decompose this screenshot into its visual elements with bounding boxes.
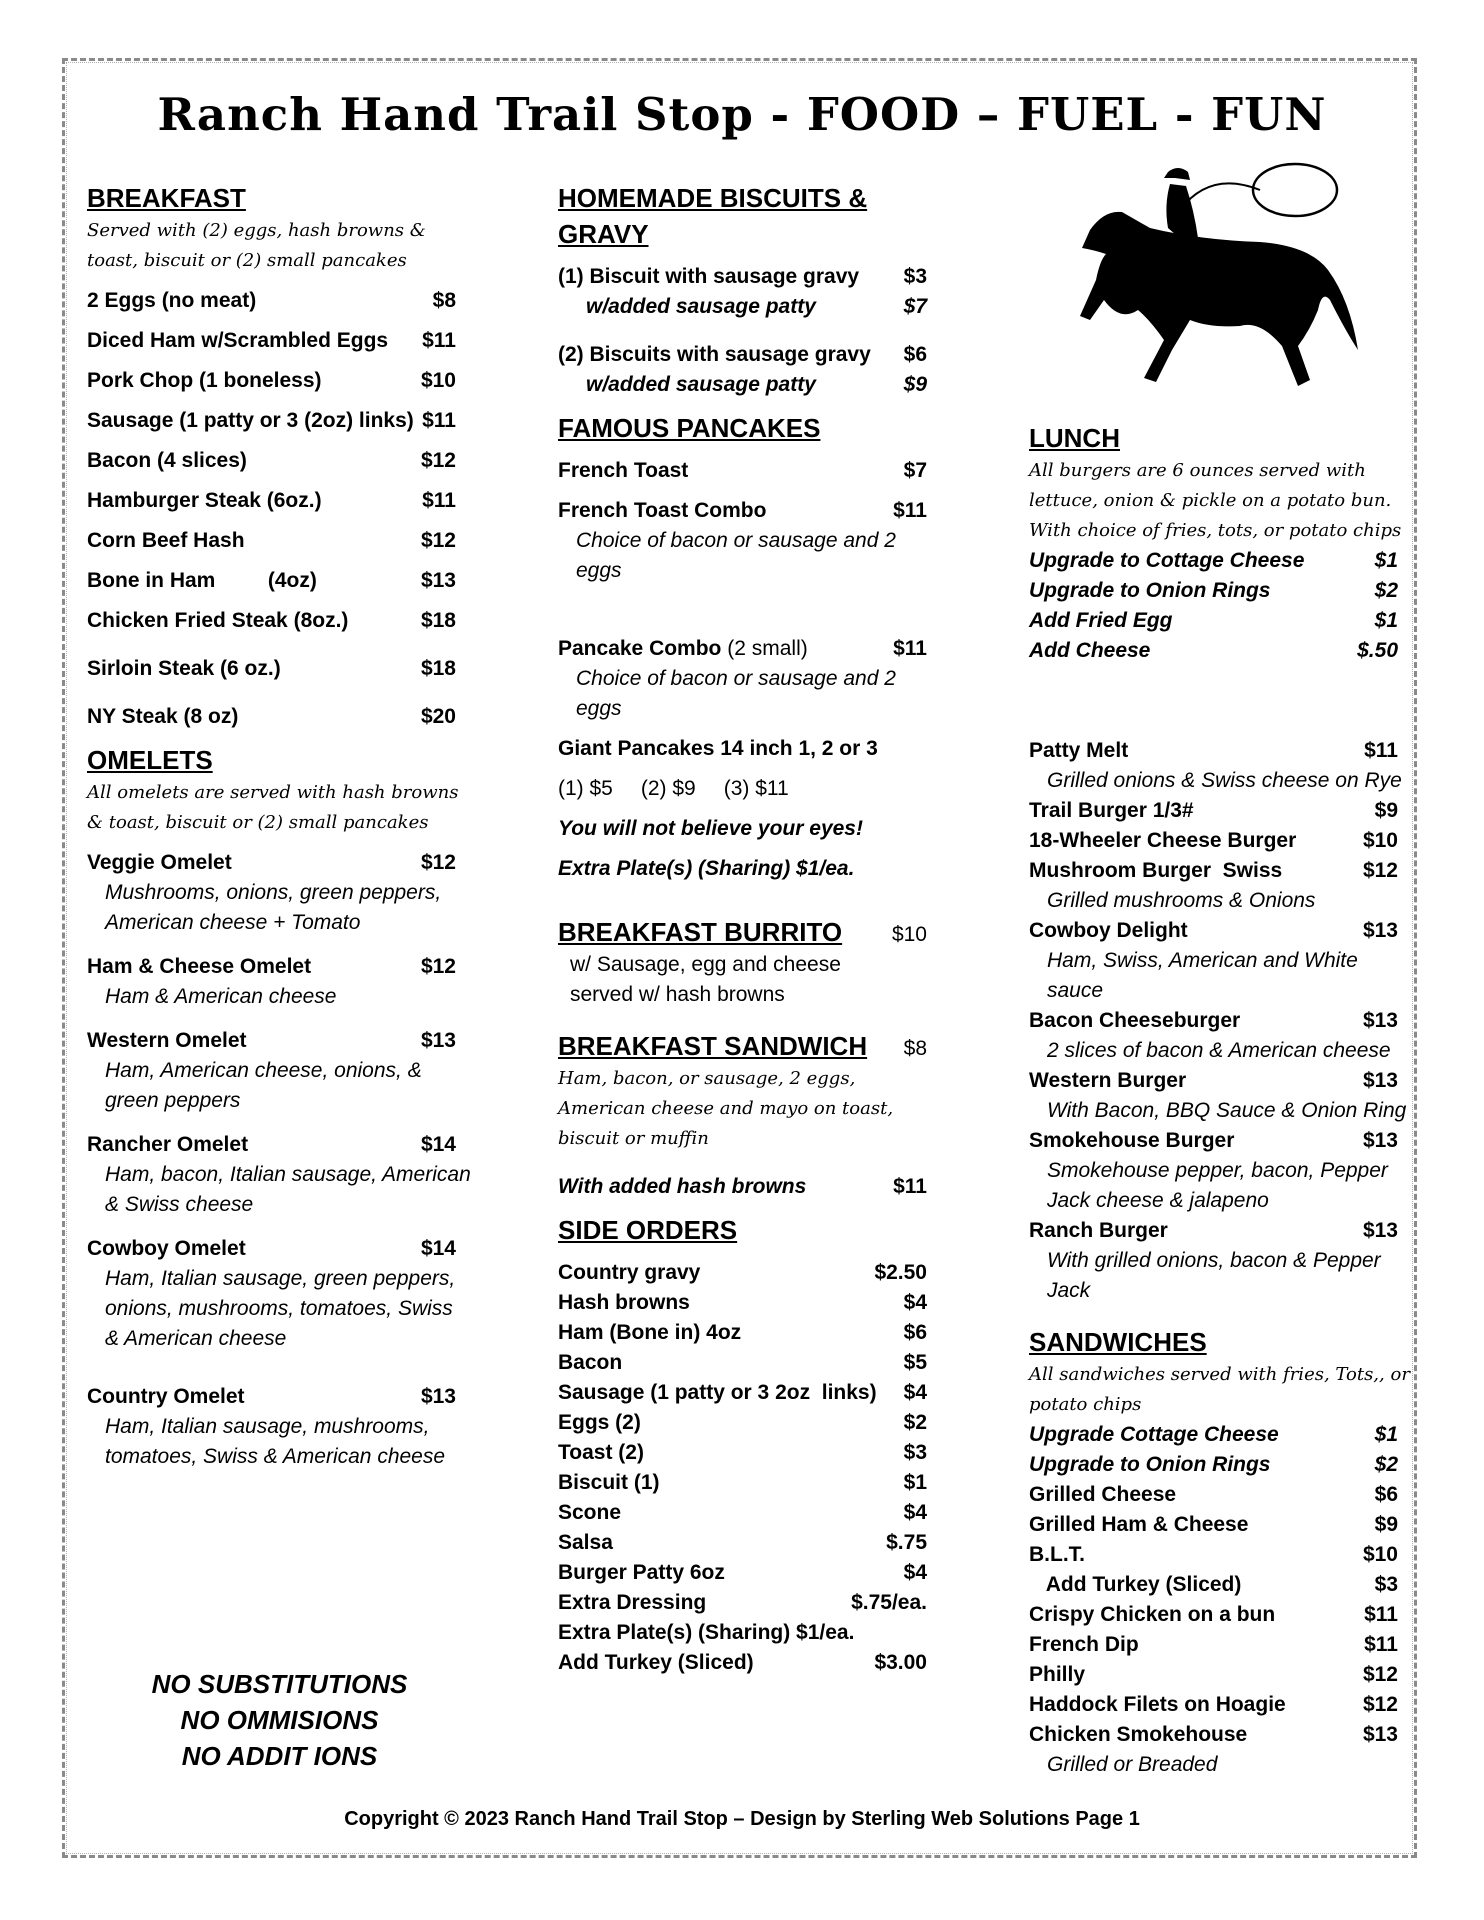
item-name: Diced Ham w/Scrambled Eggs [87, 329, 389, 352]
menu-item [87, 366, 472, 396]
item-name: Rancher Omelet [87, 1133, 249, 1156]
menu-item [558, 1318, 943, 1348]
item-price: $14 [420, 1237, 456, 1260]
item-price: $7 [903, 459, 927, 482]
menu-item [87, 1026, 472, 1056]
item-price: $3 [1374, 1573, 1398, 1596]
item-name: Bone in Ham (4oz) [87, 569, 317, 592]
item-name: With added hash browns [558, 1175, 807, 1198]
item-description: With grilled onions, bacon & Pepper Jack [1047, 1249, 1381, 1302]
item-description: Choice of bacon or sausage and 2 eggs [576, 667, 896, 720]
item-name: (2) Biscuits with sausage gravy [558, 343, 871, 366]
column-right [1029, 420, 1414, 1780]
section-heading-bf-sandwich: BREAKFAST SANDWICH [558, 1031, 868, 1061]
item-price: $11 [422, 489, 456, 512]
item-name: Bacon [558, 1351, 623, 1374]
price-option: (1) $5 [558, 777, 613, 800]
item-price: $6 [903, 343, 927, 366]
item-name: Chicken Fried Steak (8oz.) [87, 609, 349, 632]
item-name: Upgrade to Onion Rings [1029, 1453, 1271, 1476]
item-name: (1) Biscuit with sausage gravy [558, 265, 860, 288]
item-description: Ham, Italian sausage, mushrooms, tomatoes, Swiss & American cheese [105, 1415, 446, 1468]
menu-item [1029, 1006, 1414, 1036]
item-price: $11 [1364, 1603, 1398, 1626]
item-description: Choice of bacon or sausage and 2 eggs [576, 529, 896, 582]
item-price: $9 [903, 373, 927, 396]
item-price: $1 [1374, 609, 1398, 632]
item-price: $11 [893, 637, 927, 660]
item-name: Ranch Burger [1029, 1219, 1168, 1242]
item-price: $13 [1362, 1129, 1398, 1152]
no-substitutions-notice [87, 1666, 472, 1774]
item-name: Sausage (1 patty or 3 (2oz) links) [87, 409, 414, 432]
sandwich-upgrades [1029, 1420, 1414, 1480]
menu-item [87, 606, 472, 636]
menu-item [87, 702, 472, 732]
menu-item [558, 1528, 943, 1558]
menu-item [558, 1438, 943, 1468]
item-description: Ham, Swiss, American and White sauce [1047, 949, 1358, 1002]
item-description: Grilled or Breaded [1047, 1753, 1218, 1776]
item-name: Country gravy [558, 1261, 701, 1284]
menu-item [1029, 1480, 1414, 1510]
item-price: $11 [1364, 739, 1398, 762]
menu-item [87, 326, 472, 356]
menu-item [558, 262, 943, 292]
menu-item [87, 526, 472, 556]
item-name: Western Burger [1029, 1069, 1187, 1092]
item-price: $13 [1362, 1009, 1398, 1032]
item-price: $5 [903, 1351, 927, 1374]
menu-item [1029, 1420, 1414, 1450]
section-heading-burrito: BREAKFAST BURRITO [558, 917, 843, 947]
menu-item [1029, 1540, 1414, 1570]
item-name: Western Omelet [87, 1029, 247, 1052]
item-price: $11 [893, 1175, 927, 1198]
menu-item [558, 340, 943, 370]
menu-item [558, 1172, 943, 1202]
item-price: $1 [1374, 1423, 1398, 1446]
menu-item [558, 1588, 943, 1618]
menu-item [558, 1348, 943, 1378]
item-name: Haddock Filets on Hoagie [1029, 1693, 1286, 1716]
item-name: Upgrade Cottage Cheese [1029, 1423, 1279, 1446]
item-price: $4 [903, 1561, 927, 1584]
copyright-footer: Copyright © 2023 Ranch Hand Trail Stop – Design by Sterling Web Solutions Page 1 [344, 1808, 1140, 1830]
menu-item [87, 1382, 472, 1412]
menu-item [558, 1288, 943, 1318]
item-name: 2 Eggs (no meat) [87, 289, 257, 312]
item-qualifier: (2 small) [721, 637, 808, 660]
menu-item [87, 1234, 472, 1264]
item-name: French Dip [1029, 1633, 1139, 1656]
item-price: $12 [420, 851, 456, 874]
item-name: French Toast [558, 459, 689, 482]
menu-item [87, 848, 472, 878]
breakfast-note: Served with (2) eggs, hash browns & toast, biscuit or (2) small pancakes [87, 220, 426, 271]
section-heading-lunch: LUNCH [1029, 423, 1120, 453]
item-price: $11 [422, 409, 456, 432]
item-name: Country Omelet [87, 1385, 245, 1408]
item-description: Smokehouse pepper, bacon, Pepper Jack cheese & jalapeno [1047, 1159, 1388, 1212]
item-name: B.L.T. [1029, 1543, 1085, 1566]
menu-item [87, 654, 472, 684]
menu-item [1029, 1510, 1414, 1540]
item-name: Veggie Omelet [87, 851, 232, 874]
menu-item [1029, 856, 1414, 886]
menu-item [1029, 796, 1414, 826]
item-price: $2 [1374, 1453, 1398, 1476]
item-name: Smokehouse Burger [1029, 1129, 1235, 1152]
menu-item [558, 1558, 943, 1588]
item-price: $14 [420, 1133, 456, 1156]
item-price: $2 [903, 1411, 927, 1434]
bf-sandwich-heading-row [558, 1028, 943, 1064]
item-price: $10 [1362, 1543, 1398, 1566]
menu-title: Ranch Hand Trail Stop - FOOD – FUEL - FUN [157, 88, 1327, 141]
item-price: $11 [893, 499, 927, 522]
section-heading-pancakes: FAMOUS PANCAKES [558, 413, 821, 443]
sandwiches-note: All sandwiches served with fries, Tots,, or potato chips [1029, 1364, 1410, 1415]
item-name: Sausage (1 patty or 3 2oz links) [558, 1381, 877, 1404]
menu-item [1029, 916, 1414, 946]
sides-list [558, 1258, 943, 1678]
item-price: $1 [903, 1471, 927, 1494]
menu-item [1029, 1066, 1414, 1096]
item-name: Extra Dressing [558, 1591, 707, 1614]
item-name: Eggs (2) [558, 1411, 641, 1434]
menu-item [558, 1378, 943, 1408]
item-description: Ham & American cheese [105, 985, 337, 1008]
breakfast-list [87, 286, 472, 732]
section-heading-sides: SIDE ORDERS [558, 1215, 738, 1245]
item-price: $6 [903, 1321, 927, 1344]
item-name: Hash browns [558, 1291, 690, 1314]
item-description: Ham, Italian sausage, green peppers, onions, mushrooms, tomatoes, Swiss & American cheese [105, 1267, 456, 1350]
item-name: Crispy Chicken on a bun [1029, 1603, 1276, 1626]
item-price: $4 [903, 1291, 927, 1314]
item-name: Pork Chop (1 boneless) [87, 369, 322, 392]
item-price: $20 [420, 705, 456, 728]
item-price: $12 [420, 955, 456, 978]
menu-item [1029, 1570, 1414, 1600]
item-price: $10 [1362, 829, 1398, 852]
omelets-list [87, 848, 472, 1486]
menu-item [1029, 1600, 1414, 1630]
item-name: Hamburger Steak (6oz.) [87, 489, 322, 512]
menu-item [1029, 576, 1414, 606]
item-name: Grilled Ham & Cheese [1029, 1513, 1249, 1536]
item-name: Cowboy Delight [1029, 919, 1188, 942]
menu-item [558, 496, 943, 526]
lunch-list [1029, 736, 1414, 1306]
item-name: Add Turkey (Sliced) [1029, 1573, 1242, 1596]
item-price: $8 [432, 289, 456, 312]
notice-line: NO SUBSTITUTIONS [151, 1669, 408, 1699]
menu-item [1029, 1216, 1414, 1246]
item-price: $11 [1364, 1633, 1398, 1656]
menu-item [558, 292, 943, 322]
item-price: $13 [420, 569, 456, 592]
item-name: Chicken Smokehouse [1029, 1723, 1248, 1746]
item-price: $18 [420, 657, 456, 680]
menu-item [87, 566, 472, 596]
menu-item [1029, 736, 1414, 766]
item-price: $10 [420, 369, 456, 392]
menu-item [1029, 1720, 1414, 1750]
item-name: Mushroom Burger Swiss [1029, 859, 1283, 882]
item-description: Mushrooms, onions, green peppers, American cheese + Tomato [105, 881, 442, 934]
item-name: Corn Beef Hash [87, 529, 245, 552]
item-name: Add Fried Egg [1029, 609, 1173, 632]
item-price [927, 1618, 943, 1648]
item-price: $6 [1374, 1483, 1398, 1506]
item-price: $7 [903, 295, 927, 318]
item-name: Bacon (4 slices) [87, 449, 247, 472]
item-name: Extra Plate(s) (Sharing) $1/ea. [558, 1621, 855, 1644]
item-name: Ham (Bone in) 4oz [558, 1321, 742, 1344]
menu-item [87, 486, 472, 516]
item-price: $18 [420, 609, 456, 632]
item-price: $3 [903, 265, 927, 288]
menu-item [558, 1618, 943, 1648]
item-name: Biscuit (1) [558, 1471, 660, 1494]
item-name: Add Turkey (Sliced) [558, 1651, 754, 1674]
item-price: $12 [1362, 1693, 1398, 1716]
item-name: Philly [1029, 1663, 1086, 1686]
item-name: 18-Wheeler Cheese Burger [1029, 829, 1297, 852]
menu-item [558, 1498, 943, 1528]
menu-item [1029, 636, 1414, 666]
item-name: Patty Melt [1029, 739, 1129, 762]
menu-item [558, 634, 943, 664]
lunch-upgrades [1029, 546, 1414, 666]
section-heading-sandwiches: SANDWICHES [1029, 1327, 1207, 1357]
item-price: $13 [1362, 1219, 1398, 1242]
item-price: $2.50 [874, 1261, 927, 1284]
menu-item [558, 456, 943, 486]
item-price: $.50 [1357, 639, 1398, 662]
sandwiches-list [1029, 1480, 1414, 1750]
menu-item [1029, 1630, 1414, 1660]
item-name: Pancake Combo [558, 637, 722, 660]
menu-item [558, 734, 943, 764]
item-description: Grilled onions & Swiss cheese on Rye [1047, 769, 1402, 792]
item-price: $13 [420, 1385, 456, 1408]
giant-pancake-prices [558, 774, 943, 804]
item-description: Ham, bacon, Italian sausage, American & Swiss cheese [105, 1163, 471, 1216]
menu-item [1029, 546, 1414, 576]
menu-item [558, 1408, 943, 1438]
item-name: Grilled Cheese [1029, 1483, 1177, 1506]
menu-item [1029, 606, 1414, 636]
item-price: $12 [420, 529, 456, 552]
item-price: $3 [903, 1441, 927, 1464]
menu-item [558, 370, 943, 400]
item-price: $9 [1374, 799, 1398, 822]
notice-line: NO ADDIT IONS [181, 1741, 378, 1771]
menu-item [1029, 1690, 1414, 1720]
item-name: Giant Pancakes 14 inch 1, 2 or 3 [558, 737, 878, 760]
item-name: French Toast Combo [558, 499, 767, 522]
item-description: Grilled mushrooms & Onions [1047, 889, 1316, 912]
item-name: NY Steak (8 oz) [87, 705, 239, 728]
item-price: $13 [1362, 919, 1398, 942]
item-description: served w/ hash browns [570, 983, 785, 1006]
item-description: 2 slices of bacon & American cheese [1047, 1039, 1391, 1062]
omelets-note: All omelets are served with hash browns & toast, biscuit or (2) small pancakes [87, 782, 459, 833]
tagline: You will not believe your eyes! [558, 817, 863, 840]
item-price: $4 [903, 1501, 927, 1524]
menu-item [558, 1648, 943, 1678]
section-heading-breakfast: BREAKFAST [87, 183, 246, 213]
item-description: With Bacon, BBQ Sauce & Onion Ring [1047, 1099, 1407, 1122]
menu-item [87, 952, 472, 982]
item-name: Burger Patty 6oz [558, 1561, 725, 1584]
item-description: w/ Sausage, egg and cheese [570, 953, 841, 976]
item-price: $8 [903, 1037, 927, 1060]
menu-item [87, 446, 472, 476]
item-price: $1 [1374, 549, 1398, 572]
menu-item [1029, 826, 1414, 856]
item-price: $2 [1374, 579, 1398, 602]
lunch-note: All burgers are 6 ounces served with lettuce, onion & pickle on a potato bun. With choice of fries, tots, or potato chips [1029, 460, 1402, 541]
item-price: $12 [1362, 1663, 1398, 1686]
menu-item [87, 286, 472, 316]
extra-plate-note: Extra Plate(s) (Sharing) $1/ea. [558, 857, 855, 880]
item-price: $13 [1362, 1069, 1398, 1092]
section-heading-omelets: OMELETS [87, 745, 213, 775]
item-price: $.75/ea. [851, 1591, 927, 1614]
item-name: Cowboy Omelet [87, 1237, 246, 1260]
column-middle [558, 180, 943, 1678]
item-price: $4 [903, 1381, 927, 1404]
menu-item [1029, 1126, 1414, 1156]
item-price: $11 [422, 329, 456, 352]
menu-item [1029, 1660, 1414, 1690]
item-price: $13 [1362, 1723, 1398, 1746]
item-price: $.75 [886, 1531, 927, 1554]
bf-sandwich-note: Ham, bacon, or sausage, 2 eggs, American cheese and mayo on toast, biscuit or muffin [558, 1068, 894, 1149]
menu-item [558, 1258, 943, 1288]
item-name: Upgrade to Cottage Cheese [1029, 549, 1305, 572]
item-name: w/added sausage patty [586, 373, 816, 396]
notice-line: NO OMMISIONS [180, 1705, 379, 1735]
menu-item [87, 406, 472, 436]
item-name: Bacon Cheeseburger [1029, 1009, 1241, 1032]
item-name: Scone [558, 1501, 622, 1524]
item-name: Upgrade to Onion Rings [1029, 579, 1271, 602]
column-left [87, 180, 472, 1486]
burrito-heading-row [558, 914, 943, 950]
section-heading-biscuits: HOMEMADE BISCUITS & GRAVY [558, 183, 868, 249]
item-name: Ham & Cheese Omelet [87, 955, 312, 978]
item-price: $12 [1362, 859, 1398, 882]
item-name: Salsa [558, 1531, 613, 1554]
price-option: (2) $9 [640, 777, 696, 800]
cowboy-horse-illustration [1060, 150, 1360, 410]
item-name: w/added sausage patty [586, 295, 816, 318]
item-name: Trail Burger 1/3# [1029, 799, 1194, 822]
item-name: Sirloin Steak (6 oz.) [87, 657, 281, 680]
price-option: (3) $11 [723, 777, 789, 800]
item-name: Toast (2) [558, 1441, 644, 1464]
menu-item [558, 1468, 943, 1498]
item-price: $12 [420, 449, 456, 472]
menu-item [1029, 1450, 1414, 1480]
item-name: Add Cheese [1029, 639, 1151, 662]
item-price: $13 [420, 1029, 456, 1052]
item-description: Ham, American cheese, onions, & green peppers [105, 1059, 422, 1112]
menu-item [87, 1130, 472, 1160]
item-price: $3.00 [874, 1651, 927, 1674]
item-price: $10 [891, 923, 927, 946]
item-price: $9 [1374, 1513, 1398, 1536]
